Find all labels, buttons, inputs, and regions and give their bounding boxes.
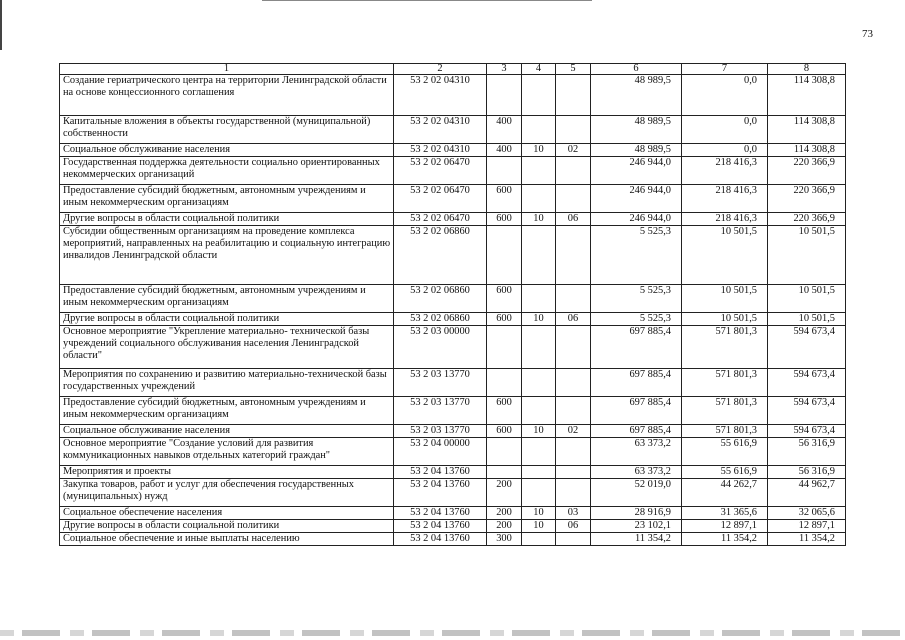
cell-code: 53 2 02 06470 [394,185,487,213]
cell-pr [556,369,591,397]
cell-v2: 11 354,2 [682,533,768,546]
cell-name: Мероприятия по сохранению и развитию материально-технической базы государственных учреждений [60,369,394,397]
cell-code: 53 2 02 04310 [394,144,487,157]
cell-rz [522,533,556,546]
cell-vr [487,466,522,479]
cell-pr [556,285,591,313]
cell-vr: 400 [487,144,522,157]
cell-v1: 11 354,2 [591,533,682,546]
cell-name: Субсидии общественным организациям на проведение комплекса мероприятий, направленных на реабилитацию и социальную интеграцию инвалидов Ленинградской области [60,226,394,285]
cell-name: Социальное обеспечение и иные выплаты населению [60,533,394,546]
cell-v2: 571 801,3 [682,326,768,369]
cell-v3: 114 308,8 [768,116,846,144]
table-row [60,507,846,520]
cell-vr: 600 [487,185,522,213]
cell-vr: 600 [487,213,522,226]
cell-v3: 11 354,2 [768,533,846,546]
cell-v2: 44 262,7 [682,479,768,507]
cell-name: Мероприятия и проекты [60,466,394,479]
cell-pr: 02 [556,425,591,438]
cell-name: Предоставление субсидий бюджетным, автономным учреждениям и иным некоммерческим организациям [60,397,394,425]
cell-vr [487,326,522,369]
cell-v1: 63 373,2 [591,438,682,466]
cell-code: 53 2 02 06470 [394,213,487,226]
cell-v1: 23 102,1 [591,520,682,533]
cell-rz: 10 [522,520,556,533]
cell-name: Другие вопросы в области социальной политики [60,520,394,533]
cell-v2: 218 416,3 [682,213,768,226]
cell-v3: 594 673,4 [768,425,846,438]
cell-v2: 31 365,6 [682,507,768,520]
cell-v2: 218 416,3 [682,185,768,213]
cell-v1: 697 885,4 [591,369,682,397]
column-header: 6 [591,64,682,75]
table-row [60,369,846,397]
cell-name: Социальное обеспечение населения [60,507,394,520]
table-row [60,520,846,533]
cell-v1: 5 525,3 [591,313,682,326]
cell-name: Социальное обслуживание населения [60,425,394,438]
cell-v1: 48 989,5 [591,75,682,116]
cell-vr [487,226,522,285]
cell-v3: 220 366,9 [768,213,846,226]
cell-name: Другие вопросы в области социальной политики [60,313,394,326]
cell-v1: 28 916,9 [591,507,682,520]
cell-code: 53 2 04 13760 [394,466,487,479]
cell-rz [522,285,556,313]
table-row [60,438,846,466]
cell-pr [556,397,591,425]
cell-pr: 02 [556,144,591,157]
cell-v2: 12 897,1 [682,520,768,533]
cell-v1: 246 944,0 [591,185,682,213]
cell-pr [556,326,591,369]
cell-v3: 594 673,4 [768,369,846,397]
column-header: 8 [768,64,846,75]
table-row [60,213,846,226]
cell-vr [487,438,522,466]
cell-pr [556,75,591,116]
cell-v1: 63 373,2 [591,466,682,479]
cell-v2: 0,0 [682,75,768,116]
cell-rz: 10 [522,144,556,157]
cell-code: 53 2 02 06860 [394,226,487,285]
cell-v3: 56 316,9 [768,466,846,479]
cell-v1: 52 019,0 [591,479,682,507]
cell-v1: 48 989,5 [591,116,682,144]
cell-v3: 56 316,9 [768,438,846,466]
cell-vr: 600 [487,397,522,425]
cell-v3: 594 673,4 [768,397,846,425]
budget-table [59,63,846,546]
table-row [60,479,846,507]
cell-v3: 32 065,6 [768,507,846,520]
cell-name: Основное мероприятие "Укрепление материально- технической базы учреждений социального обслуживания населения Ленинградской области" [60,326,394,369]
cell-rz [522,479,556,507]
cell-code: 53 2 02 06860 [394,285,487,313]
table-row [60,466,846,479]
cell-name: Капитальные вложения в объекты государственной (муниципальной) собственности [60,116,394,144]
cell-pr [556,466,591,479]
cell-v2: 571 801,3 [682,369,768,397]
cell-v3: 10 501,5 [768,285,846,313]
cell-name: Другие вопросы в области социальной политики [60,213,394,226]
cell-vr [487,75,522,116]
header-row [60,64,846,75]
table-row [60,285,846,313]
cell-pr [556,185,591,213]
cell-rz [522,116,556,144]
cell-vr: 600 [487,425,522,438]
cell-name: Основное мероприятие "Создание условий для развития коммуникационных навыков отдельных категорий граждан" [60,438,394,466]
cell-vr: 400 [487,116,522,144]
page-number: 73 [862,28,873,40]
cell-v3: 10 501,5 [768,313,846,326]
cell-code: 53 2 03 00000 [394,326,487,369]
cell-v3: 44 962,7 [768,479,846,507]
cell-name: Предоставление субсидий бюджетным, автономным учреждениям и иным некоммерческим организациям [60,285,394,313]
cell-vr [487,157,522,185]
cell-pr: 06 [556,313,591,326]
cell-v1: 5 525,3 [591,285,682,313]
cell-rz [522,157,556,185]
table-row [60,326,846,369]
cell-rz [522,466,556,479]
cell-v1: 48 989,5 [591,144,682,157]
table-row [60,116,846,144]
cell-vr: 200 [487,479,522,507]
column-header: 7 [682,64,768,75]
table-row [60,226,846,285]
cell-v1: 246 944,0 [591,213,682,226]
cell-v2: 571 801,3 [682,397,768,425]
cell-name: Создание гериатрического центра на территории Ленинградской области на основе концессионного соглашения [60,75,394,116]
cell-code: 53 2 03 13770 [394,425,487,438]
cell-code: 53 2 04 13760 [394,507,487,520]
cell-pr: 06 [556,213,591,226]
cell-vr: 600 [487,285,522,313]
cell-code: 53 2 03 13770 [394,369,487,397]
cell-v2: 10 501,5 [682,313,768,326]
table-row [60,425,846,438]
cell-pr [556,479,591,507]
cell-rz [522,185,556,213]
cell-rz [522,397,556,425]
cell-pr: 06 [556,520,591,533]
scan-bottom-marks [0,630,905,636]
cell-v2: 571 801,3 [682,425,768,438]
cell-code: 53 2 04 13760 [394,520,487,533]
cell-v2: 0,0 [682,144,768,157]
table-row [60,533,846,546]
cell-v3: 10 501,5 [768,226,846,285]
cell-v2: 10 501,5 [682,226,768,285]
cell-code: 53 2 03 13770 [394,397,487,425]
cell-rz: 10 [522,313,556,326]
cell-vr [487,369,522,397]
cell-code: 53 2 04 00000 [394,438,487,466]
cell-v2: 55 616,9 [682,466,768,479]
cell-pr [556,157,591,185]
cell-v3: 594 673,4 [768,326,846,369]
cell-rz [522,326,556,369]
table-row [60,397,846,425]
cell-rz [522,226,556,285]
column-header: 5 [556,64,591,75]
cell-code: 53 2 02 06860 [394,313,487,326]
cell-vr: 300 [487,533,522,546]
cell-name: Социальное обслуживание населения [60,144,394,157]
cell-v3: 12 897,1 [768,520,846,533]
cell-v3: 220 366,9 [768,157,846,185]
table-row [60,75,846,116]
cell-code: 53 2 02 06470 [394,157,487,185]
column-header: 1 [60,64,394,75]
cell-name: Государственная поддержка деятельности социально ориентированных некоммерческих организаций [60,157,394,185]
table-row [60,157,846,185]
cell-pr [556,533,591,546]
cell-v3: 114 308,8 [768,75,846,116]
cell-v1: 5 525,3 [591,226,682,285]
table-row [60,185,846,213]
cell-rz [522,75,556,116]
column-header: 4 [522,64,556,75]
table-row [60,144,846,157]
cell-rz: 10 [522,507,556,520]
cell-code: 53 2 04 13760 [394,479,487,507]
cell-vr: 600 [487,313,522,326]
column-header: 2 [394,64,487,75]
cell-pr: 03 [556,507,591,520]
cell-v2: 10 501,5 [682,285,768,313]
top-rule [262,0,592,1]
cell-rz [522,369,556,397]
cell-v2: 0,0 [682,116,768,144]
cell-v1: 246 944,0 [591,157,682,185]
cell-code: 53 2 02 04310 [394,75,487,116]
cell-v2: 218 416,3 [682,157,768,185]
cell-v2: 55 616,9 [682,438,768,466]
cell-pr [556,438,591,466]
cell-v1: 697 885,4 [591,397,682,425]
cell-pr [556,116,591,144]
cell-rz: 10 [522,213,556,226]
cell-vr: 200 [487,520,522,533]
table-row [60,313,846,326]
cell-code: 53 2 04 13760 [394,533,487,546]
cell-v3: 114 308,8 [768,144,846,157]
cell-v1: 697 885,4 [591,425,682,438]
cell-rz: 10 [522,425,556,438]
cell-v1: 697 885,4 [591,326,682,369]
column-header: 3 [487,64,522,75]
scan-edge-mark [0,0,2,50]
cell-pr [556,226,591,285]
cell-rz [522,438,556,466]
cell-code: 53 2 02 04310 [394,116,487,144]
cell-vr: 200 [487,507,522,520]
cell-name: Предоставление субсидий бюджетным, автономным учреждениям и иным некоммерческим организациям [60,185,394,213]
cell-name: Закупка товаров, работ и услуг для обеспечения государственных (муниципальных) нужд [60,479,394,507]
cell-v3: 220 366,9 [768,185,846,213]
